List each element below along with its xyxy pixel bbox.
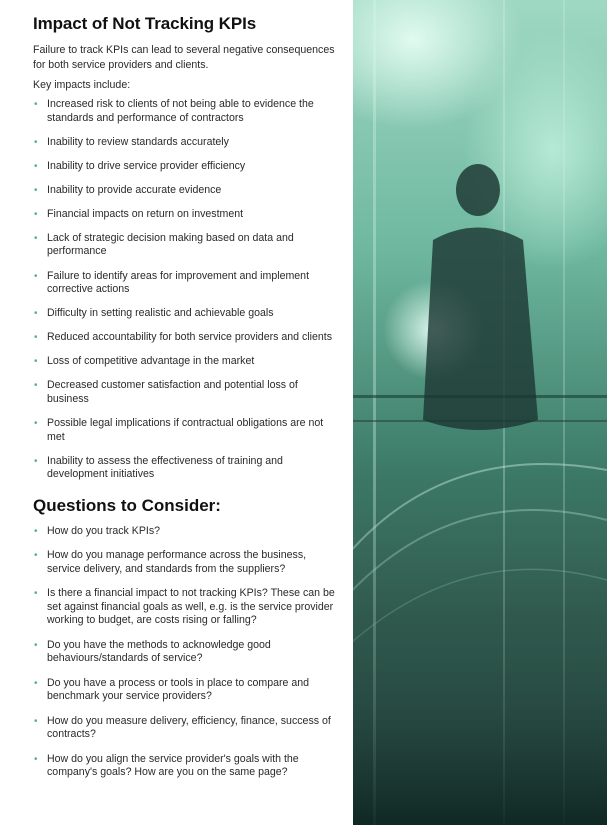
bullet-icon: •: [34, 332, 38, 344]
bullet-icon: •: [34, 99, 38, 110]
impact-item-text: Reduced accountability for both service providers and clients: [47, 331, 333, 344]
bullet-icon: •: [34, 184, 38, 196]
impact-intro: Failure to track KPIs can lead to several negative consequences for both service providers and clients.: [33, 44, 335, 71]
impact-heading: Impact of Not Tracking KPIs: [33, 14, 257, 33]
questions-list: [33, 525, 338, 780]
bullet-icon: •: [34, 639, 38, 651]
impact-item-text: Decreased customer satisfaction and potential loss of business: [47, 379, 298, 405]
question-item-text: Is there a financial impact to not tracking KPIs? These can be set against financial goals as well, e.g. is the service provider working to budget, are costs rising or falling?: [47, 587, 335, 627]
impact-item-text: Financial impacts on return on investment: [47, 207, 244, 220]
impact-item: [33, 208, 338, 222]
question-item-text: How do you track KPIs?: [47, 524, 161, 537]
impact-item-text: Inability to drive service provider efficiency: [47, 159, 246, 172]
questions-heading: Questions to Consider:: [33, 495, 221, 515]
impact-item-text: Failure to identify areas for improvement and implement corrective actions: [47, 269, 310, 296]
impact-item-text: Difficulty in setting realistic and achievable goals: [47, 307, 274, 320]
impact-item-text: Increased risk to clients of not being able to evidence the standards and performance of contractors: [47, 98, 314, 124]
bullet-icon: •: [34, 208, 38, 220]
impacts-list: [33, 98, 338, 482]
impact-item: [33, 184, 338, 198]
bullet-icon: •: [34, 677, 38, 689]
bullet-icon: •: [34, 380, 38, 392]
bullet-icon: •: [34, 308, 38, 320]
impact-item: [33, 379, 338, 406]
impact-item: [33, 270, 338, 297]
impact-item-text: Inability to review standards accurately: [47, 135, 229, 148]
bullet-icon: •: [34, 232, 38, 244]
impact-item-text: Inability to provide accurate evidence: [47, 183, 222, 196]
question-item: [33, 753, 338, 780]
content-column: [33, 14, 338, 791]
impact-item: [33, 136, 338, 150]
impact-item-text: Inability to assess the effectiveness of training and development initiatives: [47, 454, 283, 481]
question-item: [33, 715, 338, 742]
question-item: [33, 549, 338, 576]
impact-item: [33, 331, 338, 345]
impact-item: [33, 355, 338, 369]
impact-item-text: Possible legal implications if contractual obligations are not met: [47, 417, 324, 443]
bullet-icon: •: [34, 455, 38, 467]
impact-item: [33, 160, 338, 174]
bullet-icon: •: [34, 525, 38, 537]
bullet-icon: •: [34, 753, 38, 765]
question-item-text: How do you measure delivery, efficiency, finance, success of contracts?: [47, 714, 331, 741]
question-item: [33, 677, 338, 704]
impact-item-text: Lack of strategic decision making based on data and performance: [47, 231, 294, 258]
impact-item: [33, 307, 338, 321]
bullet-icon: •: [34, 418, 38, 430]
impact-item: [33, 232, 338, 259]
bullet-icon: •: [34, 270, 38, 282]
question-item-text: Do you have a process or tools in place to compare and benchmark your service providers?: [47, 676, 310, 703]
bullet-icon: •: [34, 588, 38, 600]
question-item: [33, 639, 338, 666]
question-item-text: How do you align the service provider's goals with the company's goals? How are you on the same page?: [47, 752, 299, 779]
bullet-icon: •: [34, 136, 38, 148]
question-item: [33, 525, 338, 539]
impact-item: [33, 455, 338, 482]
bullet-icon: •: [34, 715, 38, 727]
office-photo-illustration: [353, 0, 607, 825]
impact-item: [33, 417, 338, 444]
impact-item-text: Loss of competitive advantage in the market: [47, 355, 255, 368]
question-item: [33, 587, 338, 628]
impact-lead: Key impacts include:: [33, 79, 131, 91]
bullet-icon: •: [34, 550, 38, 562]
impact-item: [33, 98, 338, 125]
bullet-icon: •: [34, 356, 38, 368]
office-photo: [353, 0, 607, 825]
question-item-text: Do you have the methods to acknowledge good behaviours/standards of service?: [47, 638, 271, 665]
question-item-text: How do you manage performance across the business, service delivery, and standards from the suppliers?: [47, 549, 307, 575]
bullet-icon: •: [34, 160, 38, 172]
